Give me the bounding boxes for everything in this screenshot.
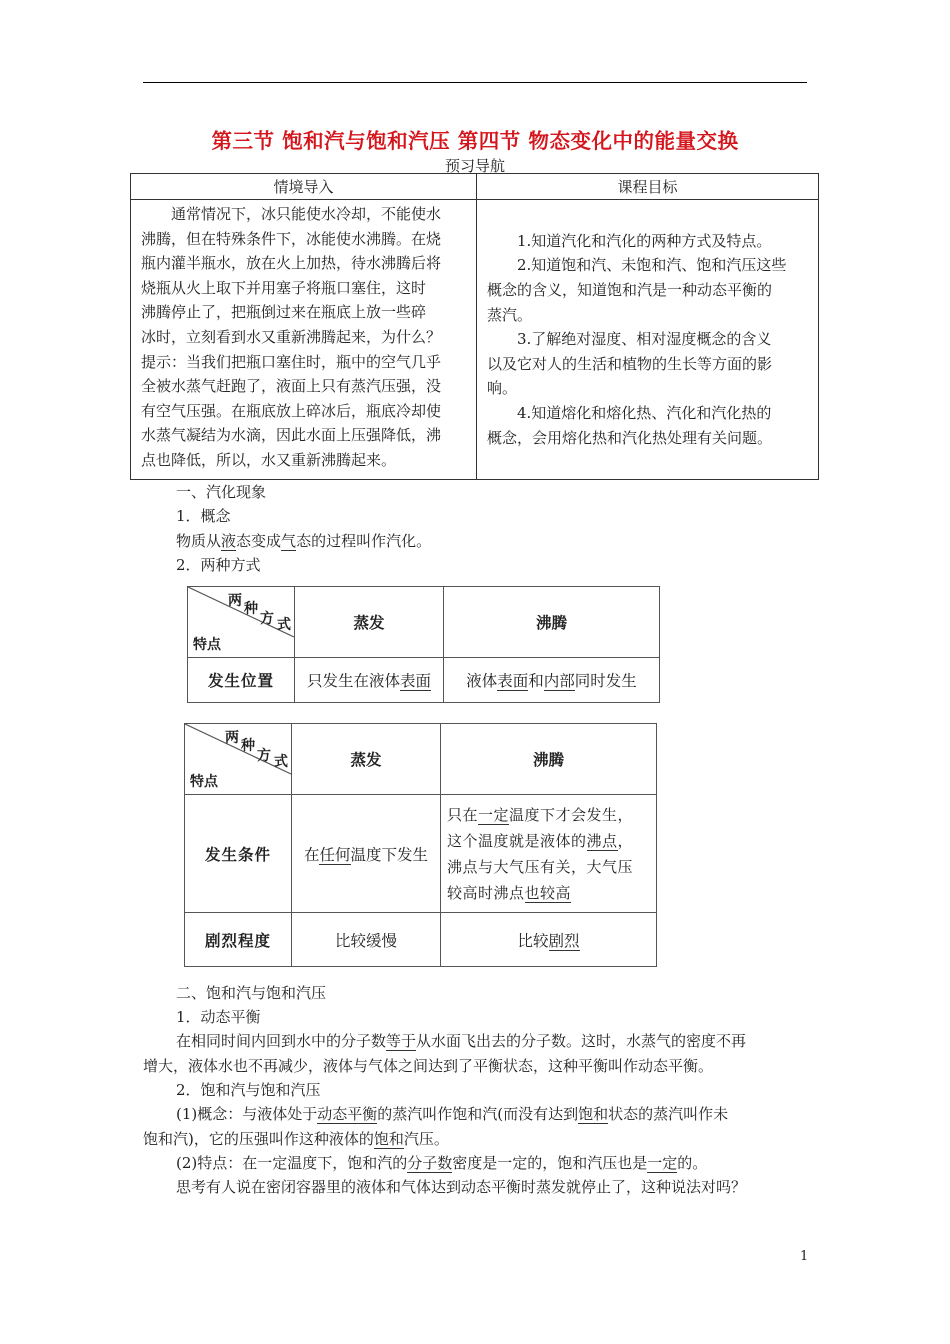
intro-objectives — [477, 229, 818, 450]
diag-label: 方 — [257, 748, 271, 764]
text: 和 — [528, 672, 544, 690]
diag-label: 两 — [228, 593, 242, 609]
section1-sub2: 2．两种方式 — [176, 556, 261, 574]
text: 汽压。 — [403, 1130, 449, 1148]
blank-answer: 沸点 — [586, 831, 618, 850]
objective-line: 1.知道汽化和汽化的两种方式及特点。 — [487, 231, 772, 250]
cell-boil-condition — [441, 795, 657, 913]
col-evaporation: 蒸发 — [295, 587, 444, 658]
cell-evap-location — [295, 658, 444, 703]
cond-line — [447, 802, 650, 828]
diag-label: 特点 — [190, 774, 218, 790]
blank-answer: 任何 — [319, 845, 351, 864]
text: 的。 — [677, 1154, 708, 1172]
text: 只在 — [447, 805, 479, 824]
intro-scenario — [131, 200, 476, 473]
diag-label: 种 — [244, 601, 258, 617]
diagonal-header — [185, 724, 292, 795]
blank-answer: 动态平衡 — [317, 1105, 378, 1123]
section2-sub1: 1．动态平衡 — [176, 1008, 261, 1026]
cond-line: 沸点与大气压有关，大气压 — [447, 857, 634, 876]
blank-answer: 表面 — [400, 672, 432, 690]
blank-answer: 液 — [221, 532, 237, 550]
text: 较高时沸点 — [447, 883, 525, 902]
text: 温度下才会发生， — [509, 805, 634, 824]
row-label-condition: 发生条件 — [185, 795, 292, 913]
objective-line: 4.知道熔化和熔化热、汽化和汽化热的 — [487, 403, 772, 422]
comparison-table-conditions — [184, 723, 657, 967]
diag-label: 方 — [260, 611, 274, 627]
text: 在 — [303, 845, 320, 864]
scenario-line: 沸腾停止了，把瓶倒过来在瓶底上放一些碎 — [141, 303, 427, 322]
text: 只发生在液体 — [306, 672, 400, 690]
scenario-line: 全被水蒸气赶跑了，液面上只有蒸汽压强，没 — [141, 377, 442, 396]
comparison-table-location — [187, 586, 660, 703]
cell-boil-location — [444, 658, 660, 703]
scenario-line: 沸腾，但在特殊条件下，冰能使水沸腾。在烧 — [141, 229, 442, 248]
blank-answer: 饱和 — [373, 1130, 404, 1148]
scenario-line: 水蒸气凝结为水滴，因此水面上压强降低，沸 — [141, 426, 442, 445]
blank-answer: 一定 — [647, 1154, 678, 1172]
diag-label: 式 — [277, 617, 291, 633]
section2-heading: 二、饱和汽与饱和汽压 — [176, 984, 327, 1002]
text: 态的过程叫作汽化。 — [296, 532, 432, 550]
scenario-line: 点也降低，所以，水又重新沸腾起来。 — [141, 450, 397, 469]
objective-line: 2.知道饱和汽、未饱和汽、饱和汽压这些 — [487, 256, 787, 275]
scenario-line: 提示：当我们把瓶口塞住时，瓶中的空气几乎 — [141, 352, 442, 371]
text: 状态的蒸汽叫作未 — [608, 1105, 729, 1123]
row-label-location: 发生位置 — [188, 658, 295, 703]
scenario-line: 通常情况下，冰只能使水冷却，不能使水 — [141, 205, 442, 223]
section2-p3 — [176, 1151, 707, 1175]
page-subtitle: 预习导航 — [444, 157, 505, 175]
objective-line: 响。 — [487, 379, 518, 398]
cond-line — [447, 880, 650, 906]
text: 态变成 — [236, 532, 282, 550]
objective-line: 概念，会用熔化热和汽化热处理有关问题。 — [487, 428, 773, 447]
section2-p1-line1 — [176, 1029, 746, 1053]
col-boiling: 沸腾 — [441, 724, 657, 795]
text: 在相同时间内回到水中的分子数 — [176, 1032, 387, 1050]
blank-answer: 表面 — [497, 672, 529, 690]
blank-answer: 分子数 — [407, 1154, 453, 1172]
text: 比较 — [517, 931, 549, 950]
text: 物质从 — [176, 532, 222, 550]
scenario-line: 瓶内灌半瓶水，放在火上加热，待水沸腾后将 — [141, 254, 442, 273]
blank-answer: 剧烈 — [548, 931, 580, 950]
text: 温度下发生 — [350, 845, 429, 864]
scenario-line: 烧瓶从火上取下并用塞子将瓶口塞住，这时 — [141, 278, 427, 297]
blank-answer: 也较高 — [524, 883, 572, 902]
text: ， — [617, 831, 634, 850]
objective-line: 蒸汽。 — [487, 305, 533, 324]
text: 这个温度就是液体的 — [447, 831, 587, 850]
header-rule — [143, 82, 807, 83]
text: (2)特点：在一定温度下，饱和汽的 — [176, 1154, 408, 1172]
diag-label: 种 — [241, 738, 255, 754]
blank-answer: 饱和 — [578, 1105, 609, 1123]
objective-line: 以及它对人的生活和植物的生长等方面的影 — [487, 354, 773, 373]
section1-sub1: 1．概念 — [176, 507, 231, 525]
blank-answer: 内部 — [543, 672, 575, 690]
text: 从水面飞出去的分子数。这时，水蒸气的密度不再 — [416, 1032, 747, 1050]
blank-answer: 气 — [281, 532, 297, 550]
col-evaporation: 蒸发 — [292, 724, 441, 795]
intro-col1-header: 情境导入 — [131, 174, 477, 200]
text: 同时发生 — [574, 672, 637, 690]
section2-sub2: 2．饱和汽与饱和汽压 — [176, 1081, 321, 1099]
page-title: 第三节 饱和汽与饱和汽压 第四节 物态变化中的能量交换 — [211, 129, 739, 153]
cond-line — [447, 828, 650, 854]
section1-definition — [176, 529, 431, 553]
objective-line: 概念的含义，知道饱和汽是一种动态平衡的 — [487, 281, 773, 300]
cell-evap-condition — [292, 795, 441, 913]
section2-p4-question: 思考有人说在密闭容器里的液体和气体达到动态平衡时蒸发就停止了，这种说法对吗？ — [176, 1178, 747, 1196]
diag-label: 式 — [274, 754, 288, 770]
text: 饱和汽)，它的压强叫作这种液体的 — [143, 1130, 374, 1148]
blank-answer: 一定 — [478, 805, 510, 824]
section2-p1-line2: 增大，液体水也不再减少，液体与气体之间达到了平衡状态，这种平衡叫作动态平衡。 — [143, 1057, 714, 1075]
text: 的蒸汽叫作饱和汽(而没有达到 — [377, 1105, 579, 1123]
objective-line: 3.了解绝对湿度、相对湿度概念的含义 — [487, 330, 772, 349]
text: 密度是一定的，饱和汽压也是 — [452, 1154, 648, 1172]
intro-col2-header: 课程目标 — [477, 174, 819, 200]
scenario-line: 冰时，立刻看到水又重新沸腾起来，为什么？ — [141, 327, 442, 346]
section2-p2-line2 — [143, 1127, 449, 1151]
diag-label: 特点 — [193, 637, 221, 653]
section1-heading: 一、汽化现象 — [176, 483, 267, 501]
row-label-intensity: 剧烈程度 — [185, 913, 292, 967]
cell-evap-intensity: 比较缓慢 — [292, 913, 441, 967]
diagonal-header — [188, 587, 295, 658]
cell-boil-intensity — [441, 913, 657, 967]
text: 液体 — [466, 672, 498, 690]
blank-answer: 等于 — [386, 1032, 417, 1050]
scenario-line: 有空气压强。在瓶底放上碎冰后，瓶底冷却使 — [141, 401, 442, 420]
diag-label: 两 — [225, 730, 239, 746]
page-number: 1 — [800, 1249, 809, 1264]
intro-table — [130, 173, 819, 480]
col-boiling: 沸腾 — [444, 587, 660, 658]
section2-p2-line1 — [176, 1102, 728, 1126]
text: (1)概念：与液体处于 — [176, 1105, 318, 1123]
